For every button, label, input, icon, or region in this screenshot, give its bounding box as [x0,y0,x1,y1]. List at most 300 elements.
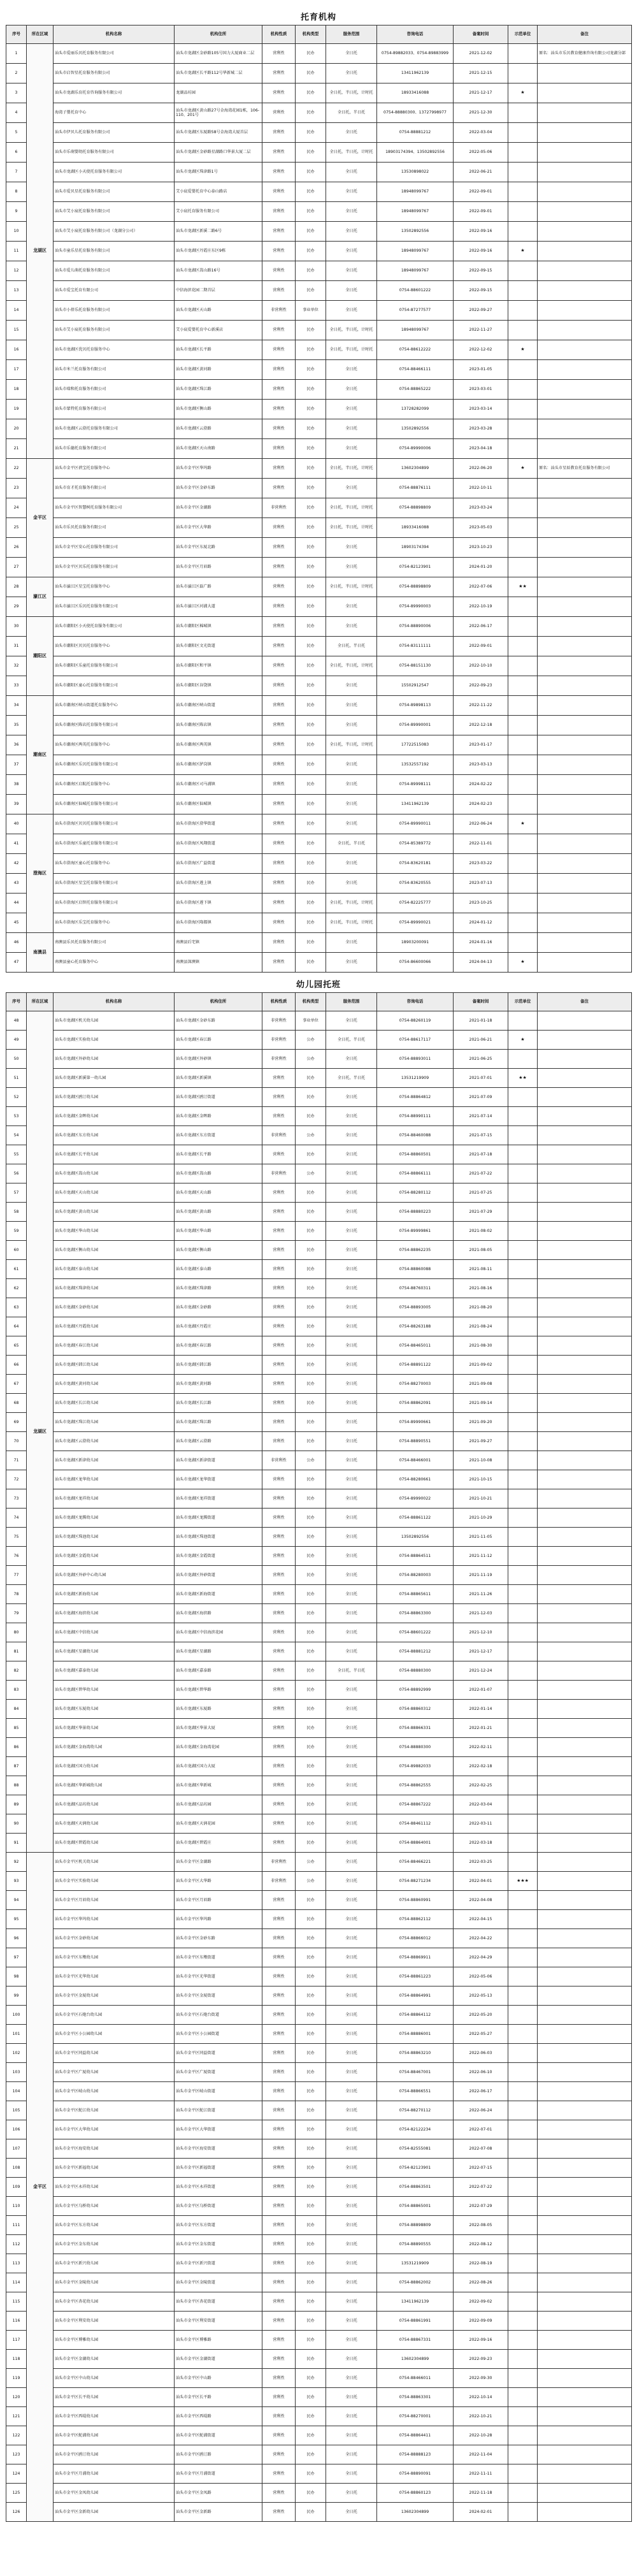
cell-type: 民办 [296,163,326,182]
cell-filing-date: 2022-09-16 [454,242,508,261]
cell-institution-name: 汕头市龙湖区华山幼儿园 [54,1222,175,1241]
cell-filing-date: 2024-01-12 [454,913,508,933]
cell-demo-unit [508,143,538,163]
cell-nature: 营利性 [262,913,296,933]
cell-nature: 营利性 [262,1088,296,1107]
cell-number: 51 [6,1069,27,1088]
table-row [6,874,632,894]
cell-nature: 营利性 [262,459,296,479]
cell-filing-date: 2022-03-25 [454,1853,508,1872]
cell-institution-name: 汕头市金平区月眉幼儿园 [54,1891,175,1910]
cell-note [538,2216,632,2235]
table-row [6,459,632,479]
cell-service-scope: 全日托 [326,854,377,874]
cell-address: 汕头市龙湖区珠池街道 [175,1528,262,1547]
cell-demo-unit [508,933,538,953]
cell-type: 民办 [296,103,326,123]
cell-note [538,597,632,617]
cell-service-scope: 全日托 [326,2159,377,2178]
cell-demo-unit [508,1336,538,1356]
table-row [6,1050,632,1069]
cell-institution-name: 汕头市伊贝儿托育服务有限公司 [54,123,175,143]
cell-filing-date: 2023-01-05 [454,360,508,380]
table-row [6,261,632,281]
cell-type: 民办 [296,439,326,459]
table-row [6,1183,632,1203]
cell-demo-unit [508,2312,538,2331]
cell-nature: 营利性 [262,340,296,360]
cell-note [538,419,632,439]
cell-note [538,340,632,360]
cell-note [538,479,632,498]
cell-address: 汕头市金平区岐山街道 [175,2082,262,2101]
cell-address: 汕头市龙湖区国力大厦 [175,1757,262,1776]
cell-service-scope: 全日托 [326,1929,377,1948]
cell-filing-date: 2023-01-17 [454,735,508,755]
cell-phone: 13411962139 [377,795,454,814]
cell-institution-name: 汕头市龙湖区海滨幼儿园 [54,1604,175,1623]
cell-service-scope: 全日托 [326,1776,377,1795]
cell-note [538,1241,632,1260]
cell-address: 汕头市澄海区莲下镇 [175,894,262,913]
cell-service-scope: 全日托 [326,1107,377,1126]
cell-service-scope: 全日托 [326,755,377,775]
cell-institution-name: 汕头市龙湖区黄河幼儿园 [54,1375,175,1394]
cell-phone: 0754-88880300 [377,1661,454,1681]
cell-phone: 0754-88890555 [377,2235,454,2254]
cell-phone: 0754-88881212 [377,1642,454,1661]
table-row [6,597,632,617]
cell-address: 汕头市潮阳区棉城镇 [175,617,262,637]
table-row [6,558,632,577]
cell-filing-date: 2023-05-03 [454,518,508,538]
cell-institution-name: 汕头市龙湖区机关幼儿园 [54,1011,175,1031]
cell-nature: 营利性 [262,1604,296,1623]
cell-note [538,400,632,419]
cell-number: 16 [6,340,27,360]
cell-address: 汕头市龙湖区天山南路 [175,439,262,459]
table-row [6,735,632,755]
cell-service-scope: 全日托 [326,1509,377,1528]
cell-filing-date: 2021-09-27 [454,1432,508,1451]
cell-phone: 18948099767 [377,182,454,202]
cell-phone: 0754-88860501 [377,1145,454,1164]
cell-service-scope: 全日托 [326,400,377,419]
cell-service-scope: 全日托 [326,2044,377,2063]
cell-institution-name: 汕头市龙湖区国力幼儿园 [54,1757,175,1776]
cell-filing-date: 2022-07-01 [454,2120,508,2139]
cell-service-scope: 全日托 [326,617,377,637]
cell-filing-date: 2022-06-17 [454,617,508,637]
cell-institution-name: 汕头市金平区海安幼儿园 [54,2139,175,2159]
cell-demo-unit [508,2273,538,2292]
cell-phone: 0754-88860123 [377,2484,454,2503]
cell-filing-date: 2021-11-05 [454,1528,508,1547]
cell-number: 61 [6,1260,27,1279]
cell-note [538,1585,632,1604]
cell-service-scope: 全日托 [326,1432,377,1451]
cell-note [538,1719,632,1738]
cell-nature: 营利性 [262,182,296,202]
cell-service-scope: 全日托 [326,261,377,281]
cell-demo-unit [508,301,538,321]
cell-service-scope: 全日托 [326,696,377,716]
cell-nature: 营利性 [262,439,296,459]
table-row [6,2235,632,2254]
cell-demo-unit [508,202,538,222]
cell-type: 民办 [296,874,326,894]
cell-filing-date: 2022-04-08 [454,1891,508,1910]
cell-phone: 0754-88617117 [377,1031,454,1050]
cell-number: 48 [6,1011,27,1031]
cell-service-scope: 全日托，半日托，计时托 [326,577,377,597]
cell-address: 汕头市金平区石炮台街道 [175,2006,262,2025]
cell-type: 民办 [296,676,326,696]
cell-number: 36 [6,735,27,755]
cell-phone: 0754-88890006 [377,617,454,637]
cell-note [538,202,632,222]
table-row [6,1394,632,1413]
column-header: 示范单位 [508,993,538,1011]
cell-phone: 0754-88260119 [377,1011,454,1031]
cell-institution-name: 汕头市金平区东方幼儿园 [54,2216,175,2235]
cell-filing-date: 2021-10-29 [454,1509,508,1528]
cell-address: 汕头市龙湖区新溪二路6号 [175,222,262,242]
cell-type: 民办 [296,1432,326,1451]
cell-number: 69 [6,1413,27,1432]
cell-address: 汕头市金平区金东街道 [175,2235,262,2254]
cell-phone: 0754-88860312 [377,1700,454,1719]
cell-nature: 营利性 [262,261,296,281]
cell-demo-unit [508,1107,538,1126]
cell-type: 民办 [296,2178,326,2197]
cell-phone: 18948099767 [377,202,454,222]
cell-number: 66 [6,1356,27,1375]
cell-address: 汕头市潮南区仙城镇 [175,795,262,814]
cell-note [538,1203,632,1222]
cell-address: 汕头市金平区长平路 [175,2388,262,2407]
cell-type: 民办 [296,1279,326,1298]
cell-demo-unit [508,834,538,854]
cell-filing-date: 2022-03-18 [454,1834,508,1853]
cell-number: 114 [6,2273,27,2292]
cell-nature: 非营利性 [262,498,296,518]
cell-note [538,1069,632,1088]
cell-phone: 18903174394、13502892556 [377,143,454,163]
cell-service-scope: 全日托 [326,1470,377,1489]
cell-demo-unit [508,2388,538,2407]
cell-type: 民办 [296,2292,326,2312]
cell-note [538,222,632,242]
cell-region: 龙湖区 [27,44,54,459]
cell-note [538,1394,632,1413]
cell-institution-name: 汕头市龙湖区新海幼儿园 [54,1585,175,1604]
cell-institution-name: 汕头市金平区广厦幼儿园 [54,2063,175,2082]
cell-type: 民办 [296,1356,326,1375]
cell-address: 汕头市龙湖区黄河路 [175,360,262,380]
cell-note [538,2063,632,2082]
cell-service-scope: 全日托 [326,2464,377,2484]
cell-number: 81 [6,1642,27,1661]
cell-filing-date: 2021-07-01 [454,1069,508,1088]
cell-address: 南澳县后宅镇 [175,933,262,953]
cell-demo-unit [508,1451,538,1470]
cell-number: 118 [6,2350,27,2369]
cell-filing-date: 2024-02-22 [454,775,508,795]
cell-type: 民办 [296,2044,326,2063]
cell-number: 75 [6,1528,27,1547]
cell-address: 汕头市龙湖区春江路 [175,1031,262,1050]
cell-nature: 营利性 [262,814,296,834]
cell-address: 汕头市澄海区隆都镇 [175,913,262,933]
cell-service-scope: 全日托 [326,301,377,321]
cell-number: 79 [6,1604,27,1623]
cell-demo-unit: ★ [508,340,538,360]
cell-nature: 营利性 [262,1145,296,1164]
cell-nature: 营利性 [262,1509,296,1528]
cell-filing-date: 2021-12-17 [454,1642,508,1661]
table-row [6,2331,632,2350]
cell-institution-name: 汕头市艾小宸托育服务有限公司 [54,321,175,340]
cell-phone: 0754-88601222 [377,1623,454,1642]
cell-type: 民办 [296,1623,326,1642]
cell-note: 原名：汕头市星辰教育托育服务有限公司 [538,459,632,479]
cell-institution-name: 汕头市金平区利安幼儿园 [54,2312,175,2331]
table-row [6,222,632,242]
cell-demo-unit [508,1509,538,1528]
cell-demo-unit [508,2101,538,2120]
cell-note [538,301,632,321]
cell-type: 民办 [296,558,326,577]
cell-number: 11 [6,242,27,261]
cell-phone: 0754-88869911 [377,1948,454,1967]
column-header: 备案时间 [454,25,508,44]
cell-nature: 营利性 [262,953,296,973]
table-header-row [6,25,632,44]
cell-service-scope: 全日托，半日托 [326,637,377,656]
cell-type: 民办 [296,2464,326,2484]
cell-service-scope: 全日托 [326,1088,377,1107]
cell-filing-date: 2022-06-17 [454,2082,508,2101]
cell-service-scope: 全日托 [326,281,377,301]
cell-nature: 营利性 [262,1642,296,1661]
cell-number: 117 [6,2331,27,2350]
cell-note [538,2426,632,2445]
cell-address: 汕头市金平区金湖街道 [175,2350,262,2369]
cell-service-scope: 全日托 [326,64,377,83]
cell-service-scope: 全日托，半日托，计时托 [326,498,377,518]
table-row [6,1298,632,1317]
cell-phone: 13531219909 [377,1069,454,1088]
cell-address: 汕头市潮阳区和平镇 [175,656,262,676]
cell-address: 汕头市龙湖区黄山路 [175,1203,262,1222]
cell-address: 汕头市龙湖区金砂东路 [175,1011,262,1031]
cell-demo-unit [508,498,538,518]
cell-number: 80 [6,1623,27,1642]
cell-institution-name: 汕头市乐萌婴幼托育服务有限公司 [54,143,175,163]
cell-demo-unit [508,775,538,795]
cell-service-scope: 全日托 [326,2235,377,2254]
cell-filing-date: 2021-07-09 [454,1088,508,1107]
table-row [6,2159,632,2178]
cell-institution-name: 汕头市金平区华坞幼儿园 [54,1910,175,1929]
cell-service-scope: 全日托，半日托，计时托 [326,656,377,676]
column-header: 序号 [6,993,27,1011]
cell-institution-name: 汕头市金平区金湖幼儿园 [54,2350,175,2369]
cell-filing-date: 2021-07-18 [454,1145,508,1164]
cell-filing-date: 2021-01-18 [454,1011,508,1031]
table-row [6,2082,632,2101]
cell-phone: 13411962139 [377,2292,454,2312]
cell-note [538,518,632,538]
cell-type: 民办 [296,2159,326,2178]
cell-number: 41 [6,834,27,854]
cell-service-scope: 全日托 [326,2254,377,2273]
cell-institution-name: 汕头市龙湖区鸥汀幼儿园 [54,1088,175,1107]
cell-address: 汕头市龙湖区丹霞庄 [175,1317,262,1336]
cell-service-scope: 全日托 [326,182,377,202]
cell-institution-name: 汕头市金平区杏花幼儿园 [54,2292,175,2312]
table-row [6,2254,632,2273]
cell-type: 民办 [296,656,326,676]
cell-number: 32 [6,656,27,676]
cell-type: 民办 [296,2082,326,2101]
cell-phone: 0754-87277577 [377,301,454,321]
cell-number: 29 [6,597,27,617]
table-row [6,577,632,597]
cell-nature: 营利性 [262,834,296,854]
cell-type: 民办 [296,1241,326,1260]
cell-filing-date: 2022-09-16 [454,2331,508,2350]
cell-demo-unit: ★★ [508,577,538,597]
table-row [6,44,632,64]
cell-type: 民办 [296,2503,326,2522]
cell-number: 63 [6,1298,27,1317]
cell-address: 汕头市潮阳区谷饶镇 [175,676,262,696]
cell-type: 民办 [296,775,326,795]
cell-type: 民办 [296,795,326,814]
cell-note [538,577,632,597]
table-row [6,400,632,419]
cell-demo-unit [508,637,538,656]
cell-type: 民办 [296,143,326,163]
cell-filing-date: 2022-12-02 [454,340,508,360]
cell-institution-name: 汕头市金平区金新幼儿园 [54,2503,175,2522]
cell-number: 6 [6,143,27,163]
cell-filing-date: 2022-07-06 [454,577,508,597]
cell-filing-date: 2022-11-27 [454,321,508,340]
cell-demo-unit [508,163,538,182]
cell-nature: 营利性 [262,1738,296,1757]
cell-phone: 0754-89990661 [377,1413,454,1432]
cell-service-scope: 全日托 [326,479,377,498]
table-row [6,360,632,380]
cell-note [538,1509,632,1528]
cell-note [538,1967,632,1986]
table-row [6,953,632,973]
cell-phone: 18903174394 [377,538,454,558]
cell-demo-unit [508,1642,538,1661]
cell-institution-name: 汕头市金平区新福幼儿园 [54,2159,175,2178]
cell-address: 龙湖品坊园 [175,83,262,103]
cell-number: 2 [6,64,27,83]
table-row [6,518,632,538]
cell-service-scope: 全日托 [326,123,377,143]
cell-type: 民办 [296,1088,326,1107]
cell-type: 民办 [296,44,326,64]
cell-demo-unit [508,2407,538,2426]
cell-demo-unit [508,44,538,64]
cell-filing-date: 2022-10-19 [454,597,508,617]
cell-filing-date: 2021-08-16 [454,1279,508,1298]
cell-number: 98 [6,1967,27,1986]
cell-note [538,854,632,874]
cell-nature: 营利性 [262,1929,296,1948]
column-header: 机构性质 [262,993,296,1011]
cell-service-scope: 全日托 [326,1375,377,1394]
cell-institution-name: 汕头市龙湖区新津幼儿园 [54,1451,175,1470]
cell-nature: 营利性 [262,163,296,182]
table-row [6,1604,632,1623]
table-header-row [6,993,632,1011]
table-row [6,1011,632,1031]
cell-service-scope: 全日托 [326,2216,377,2235]
table-row [6,775,632,795]
cell-address: 汕头市龙湖区春江路 [175,1336,262,1356]
cell-service-scope: 全日托 [326,1681,377,1700]
cell-filing-date: 2021-10-15 [454,1470,508,1489]
cell-service-scope: 全日托 [326,439,377,459]
cell-institution-name: 汕头市龙湖区实验幼儿园 [54,1031,175,1050]
cell-demo-unit [508,1681,538,1700]
cell-phone: 0754-88864411 [377,2426,454,2445]
cell-phone: 0754-88893011 [377,1050,454,1069]
cell-nature: 营利性 [262,380,296,400]
cell-filing-date: 2021-12-03 [454,1604,508,1623]
cell-region: 金平区 [27,1853,54,2522]
cell-filing-date: 2022-09-01 [454,202,508,222]
cell-number: 57 [6,1183,27,1203]
table-row [6,1528,632,1547]
cell-number: 19 [6,400,27,419]
cell-phone: 0754-88890551 [377,1432,454,1451]
cell-demo-unit: ★★★ [508,1872,538,1891]
cell-demo-unit [508,2063,538,2082]
cell-number: 24 [6,498,27,518]
section-tuoyu [0,10,637,973]
cell-institution-name: 汕头市龙湖乐育托育咨询服务有限公司 [54,83,175,103]
cell-service-scope: 全日托 [326,1566,377,1585]
table-row [6,2426,632,2445]
cell-institution-name: 汕头市金平区永祥幼儿园 [54,2178,175,2197]
cell-institution-name: 汕头市金平区东墩幼儿园 [54,1948,175,1967]
cell-phone: 0754-88862112 [377,1910,454,1929]
cell-institution-name: 汕头市龙湖区云澄幼儿园 [54,1432,175,1451]
table-row [6,1986,632,2006]
cell-nature: 营利性 [262,1547,296,1566]
cell-nature: 营利性 [262,1814,296,1834]
cell-address: 汕头市金平区东墩街道 [175,1948,262,1967]
cell-phone: 0754-88865611 [377,1585,454,1604]
cell-filing-date: 2022-09-09 [454,2312,508,2331]
cell-service-scope: 全日托，半日托 [326,1031,377,1050]
cell-number: 116 [6,2312,27,2331]
cell-number: 64 [6,1317,27,1336]
cell-nature: 营利性 [262,933,296,953]
cell-phone: 0754-88861991 [377,2312,454,2331]
cell-institution-name: 汕头市龙湖区金砂幼儿园 [54,1298,175,1317]
column-header: 示范单位 [508,25,538,44]
